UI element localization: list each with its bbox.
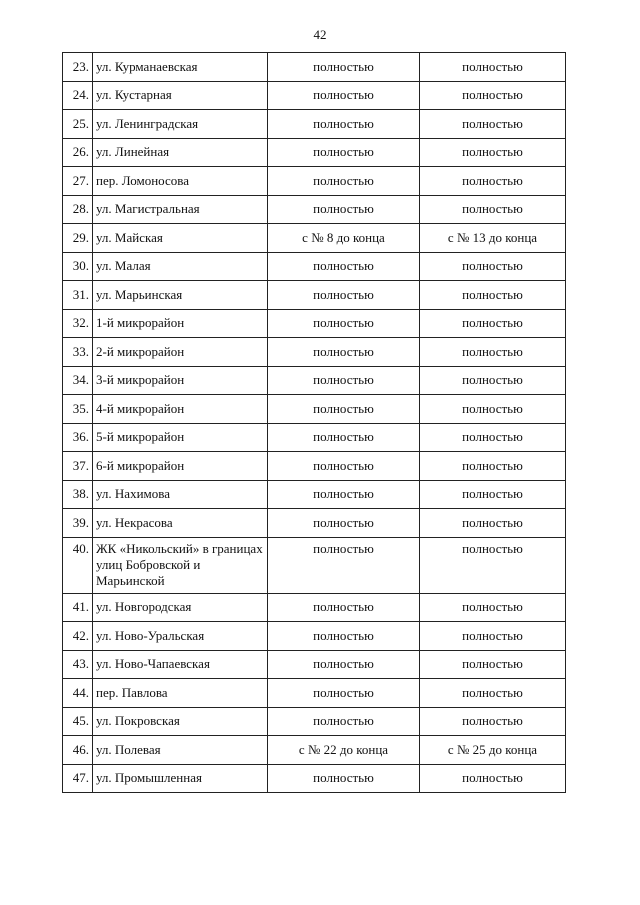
table-row bbox=[63, 593, 566, 622]
row-number: 47. bbox=[63, 764, 93, 793]
even-side-range: полностью bbox=[268, 53, 420, 82]
street-name: ЖК «Никольский» в границах улиц Бобровской и Марьинской bbox=[93, 537, 268, 593]
street-name: ул. Новгородская bbox=[93, 593, 268, 622]
row-number: 46. bbox=[63, 736, 93, 765]
even-side-range: полностью bbox=[268, 195, 420, 224]
row-number: 39. bbox=[63, 509, 93, 538]
odd-side-range: полностью bbox=[420, 195, 566, 224]
even-side-range: полностью bbox=[268, 452, 420, 481]
odd-side-range: полностью bbox=[420, 395, 566, 424]
table-row bbox=[63, 53, 566, 82]
even-side-range: полностью bbox=[268, 81, 420, 110]
row-number: 24. bbox=[63, 81, 93, 110]
even-side-range: с № 22 до конца bbox=[268, 736, 420, 765]
street-name: ул. Покровская bbox=[93, 707, 268, 736]
street-name: ул. Полевая bbox=[93, 736, 268, 765]
even-side-range: полностью bbox=[268, 480, 420, 509]
street-name: 1-й микрорайон bbox=[93, 309, 268, 338]
odd-side-range: с № 13 до конца bbox=[420, 224, 566, 253]
odd-side-range: полностью bbox=[420, 650, 566, 679]
table-row bbox=[63, 252, 566, 281]
odd-side-range: полностью bbox=[420, 679, 566, 708]
street-name: ул. Нахимова bbox=[93, 480, 268, 509]
row-number: 26. bbox=[63, 138, 93, 167]
even-side-range: полностью bbox=[268, 423, 420, 452]
table-row bbox=[63, 81, 566, 110]
odd-side-range: полностью bbox=[420, 764, 566, 793]
table-row bbox=[63, 679, 566, 708]
even-side-range: полностью bbox=[268, 537, 420, 593]
page-number: 42 bbox=[313, 27, 327, 42]
row-number: 33. bbox=[63, 338, 93, 367]
odd-side-range: полностью bbox=[420, 53, 566, 82]
table-row bbox=[63, 423, 566, 452]
row-number: 37. bbox=[63, 452, 93, 481]
odd-side-range: полностью bbox=[420, 707, 566, 736]
table-row bbox=[63, 110, 566, 139]
street-name: ул. Магистральная bbox=[93, 195, 268, 224]
table-row bbox=[63, 537, 566, 593]
odd-side-range: полностью bbox=[420, 509, 566, 538]
street-table bbox=[62, 52, 566, 793]
even-side-range: полностью bbox=[268, 366, 420, 395]
odd-side-range: полностью bbox=[420, 281, 566, 310]
odd-side-range: полностью bbox=[420, 81, 566, 110]
table-row bbox=[63, 452, 566, 481]
street-table-body bbox=[63, 53, 566, 793]
street-name: ул. Малая bbox=[93, 252, 268, 281]
table-row bbox=[63, 395, 566, 424]
odd-side-range: полностью bbox=[420, 309, 566, 338]
table-row bbox=[63, 622, 566, 651]
table-row bbox=[63, 736, 566, 765]
row-number: 28. bbox=[63, 195, 93, 224]
street-name: 2-й микрорайон bbox=[93, 338, 268, 367]
odd-side-range: полностью bbox=[420, 138, 566, 167]
even-side-range: полностью bbox=[268, 138, 420, 167]
row-number: 38. bbox=[63, 480, 93, 509]
row-number: 41. bbox=[63, 593, 93, 622]
even-side-range: полностью bbox=[268, 167, 420, 196]
street-name: ул. Ново-Уральская bbox=[93, 622, 268, 651]
table-row bbox=[63, 650, 566, 679]
even-side-range: полностью bbox=[268, 110, 420, 139]
even-side-range: полностью bbox=[268, 338, 420, 367]
row-number: 35. bbox=[63, 395, 93, 424]
odd-side-range: полностью bbox=[420, 338, 566, 367]
table-row bbox=[63, 167, 566, 196]
even-side-range: полностью bbox=[268, 707, 420, 736]
table-row bbox=[63, 366, 566, 395]
table-row bbox=[63, 480, 566, 509]
even-side-range: полностью bbox=[268, 593, 420, 622]
even-side-range: полностью bbox=[268, 281, 420, 310]
street-name: ул. Линейная bbox=[93, 138, 268, 167]
row-number: 44. bbox=[63, 679, 93, 708]
table-row bbox=[63, 195, 566, 224]
street-name: пер. Ломоносова bbox=[93, 167, 268, 196]
table-row bbox=[63, 509, 566, 538]
street-name: ул. Промышленная bbox=[93, 764, 268, 793]
even-side-range: полностью bbox=[268, 309, 420, 338]
odd-side-range: полностью bbox=[420, 366, 566, 395]
row-number: 34. bbox=[63, 366, 93, 395]
row-number: 23. bbox=[63, 53, 93, 82]
even-side-range: с № 8 до конца bbox=[268, 224, 420, 253]
odd-side-range: полностью bbox=[420, 110, 566, 139]
row-number: 30. bbox=[63, 252, 93, 281]
table-row bbox=[63, 309, 566, 338]
row-number: 27. bbox=[63, 167, 93, 196]
street-name: 6-й микрорайон bbox=[93, 452, 268, 481]
row-number: 25. bbox=[63, 110, 93, 139]
street-name: ул. Майская bbox=[93, 224, 268, 253]
street-name: 3-й микрорайон bbox=[93, 366, 268, 395]
table-row bbox=[63, 224, 566, 253]
street-name: ул. Ленинградская bbox=[93, 110, 268, 139]
row-number: 42. bbox=[63, 622, 93, 651]
row-number: 36. bbox=[63, 423, 93, 452]
table-row bbox=[63, 138, 566, 167]
even-side-range: полностью bbox=[268, 764, 420, 793]
table-row bbox=[63, 281, 566, 310]
odd-side-range: с № 25 до конца bbox=[420, 736, 566, 765]
street-name: ул. Некрасова bbox=[93, 509, 268, 538]
even-side-range: полностью bbox=[268, 252, 420, 281]
odd-side-range: полностью bbox=[420, 167, 566, 196]
street-name: 4-й микрорайон bbox=[93, 395, 268, 424]
street-name: ул. Курманаевская bbox=[93, 53, 268, 82]
even-side-range: полностью bbox=[268, 679, 420, 708]
odd-side-range: полностью bbox=[420, 593, 566, 622]
row-number: 40. bbox=[63, 537, 93, 593]
table-row bbox=[63, 707, 566, 736]
even-side-range: полностью bbox=[268, 395, 420, 424]
odd-side-range: полностью bbox=[420, 622, 566, 651]
odd-side-range: полностью bbox=[420, 423, 566, 452]
odd-side-range: полностью bbox=[420, 252, 566, 281]
odd-side-range: полностью bbox=[420, 452, 566, 481]
even-side-range: полностью bbox=[268, 509, 420, 538]
row-number: 45. bbox=[63, 707, 93, 736]
table-row bbox=[63, 764, 566, 793]
street-name: ул. Марьинская bbox=[93, 281, 268, 310]
table-row bbox=[63, 338, 566, 367]
row-number: 31. bbox=[63, 281, 93, 310]
odd-side-range: полностью bbox=[420, 537, 566, 593]
even-side-range: полностью bbox=[268, 650, 420, 679]
row-number: 32. bbox=[63, 309, 93, 338]
street-name: пер. Павлова bbox=[93, 679, 268, 708]
row-number: 29. bbox=[63, 224, 93, 253]
street-name: ул. Ново-Чапаевская bbox=[93, 650, 268, 679]
even-side-range: полностью bbox=[268, 622, 420, 651]
row-number: 43. bbox=[63, 650, 93, 679]
odd-side-range: полностью bbox=[420, 480, 566, 509]
street-name: 5-й микрорайон bbox=[93, 423, 268, 452]
street-name: ул. Кустарная bbox=[93, 81, 268, 110]
